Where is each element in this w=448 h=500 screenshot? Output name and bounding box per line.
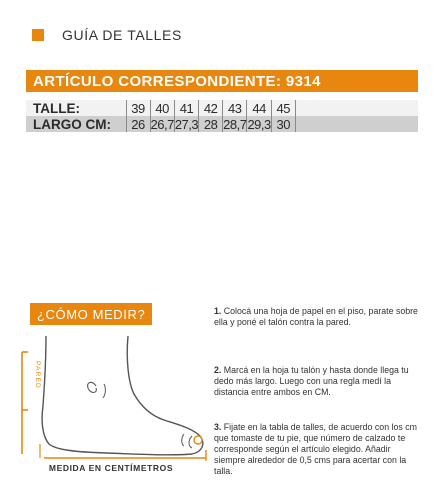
table-row-size — [26, 100, 418, 116]
table-cell: 28,7 — [223, 116, 247, 132]
table-cell: 26,7 — [150, 116, 174, 132]
table-cell: 39 — [126, 100, 150, 116]
page-title: GUÍA DE TALLES — [62, 27, 182, 43]
foot-illustration — [16, 328, 216, 478]
step-text: Marcá en la hoja tu talón y hasta donde llega tu dedo más largo. Luego con una regla medí la distancia entre ambos en CM. — [214, 365, 409, 397]
guide-header — [32, 25, 182, 45]
size-table — [26, 100, 418, 132]
step-2 — [214, 365, 420, 398]
table-cell: 27,3 — [174, 116, 199, 132]
article-bar: ARTÍCULO CORRESPONDIENTE: 9314 — [26, 70, 418, 92]
how-to-measure-title: ¿CÓMO MEDIR? — [30, 303, 152, 325]
table-cell-empty — [295, 100, 418, 116]
table-cell: 44 — [247, 100, 271, 116]
measure-label: MEDIDA EN CENTÍMETROS — [48, 463, 174, 473]
step-3 — [214, 422, 420, 477]
table-cell: 42 — [199, 100, 223, 116]
foot-diagram-icon — [16, 328, 216, 478]
table-cell: 26 — [126, 116, 150, 132]
orange-square-icon — [32, 29, 44, 41]
step-number: 3. — [214, 422, 222, 432]
table-cell: 41 — [174, 100, 198, 116]
table-cell: 29,3 — [247, 116, 271, 132]
table-cell: 28 — [199, 116, 223, 132]
step-1 — [214, 306, 420, 328]
wall-label: PARED — [34, 361, 41, 389]
table-row-length — [26, 116, 418, 132]
row-label: LARGO CM: — [26, 116, 126, 132]
row-label: TALLE: — [26, 100, 126, 116]
step-text: Fijate en la tabla de talles, de acuerdo con los cm que tomaste de tu pie, que número de calzado te corresponde según el artículo elegido. Añadir siempre alrededor de 0,5 cms para acertar con la talla. — [214, 422, 417, 476]
table-cell-empty — [295, 116, 418, 132]
step-text: Colocá una hoja de papel en el piso, parate sobre ella y poné el talón contra la pared. — [214, 306, 418, 327]
table-cell: 43 — [223, 100, 247, 116]
step-number: 1. — [214, 306, 222, 316]
table-cell: 30 — [271, 116, 295, 132]
step-number: 2. — [214, 365, 222, 375]
table-cell: 40 — [150, 100, 174, 116]
table-cell: 45 — [271, 100, 295, 116]
